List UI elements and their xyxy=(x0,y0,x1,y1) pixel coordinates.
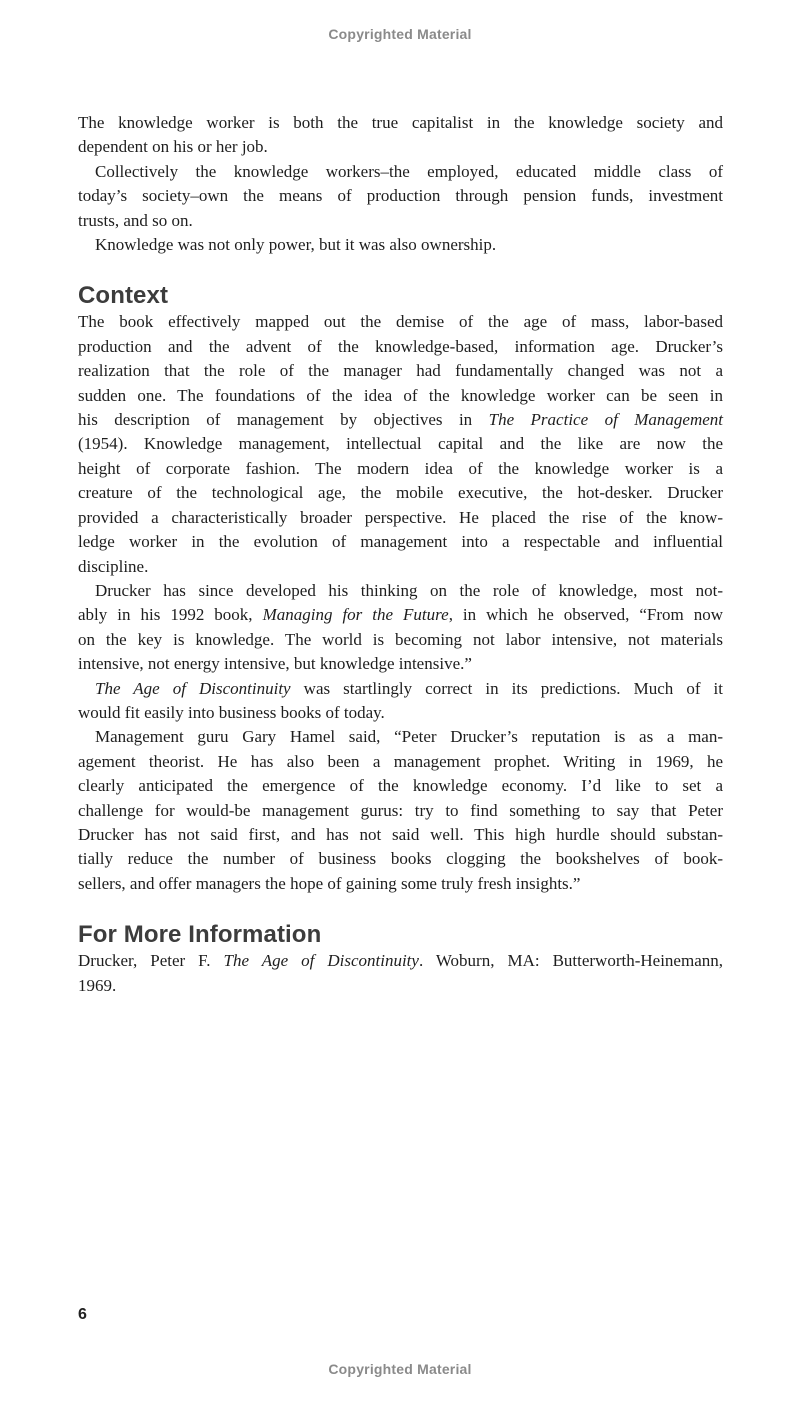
text-line xyxy=(78,233,723,257)
paragraph xyxy=(78,677,723,726)
text-line xyxy=(78,432,723,456)
text-segment: height of corporate fashion. The modern idea of the knowledge worker is a xyxy=(78,458,723,478)
text-line xyxy=(78,506,723,530)
italic-text-segment: Managing for the Future xyxy=(262,605,449,625)
paragraph xyxy=(78,310,723,578)
text-line xyxy=(78,823,723,847)
text-line xyxy=(78,111,723,135)
text-segment: The knowledge worker is both the true capitalist in the knowledge society and xyxy=(78,113,723,132)
text-segment: production and the advent of the knowledge-based, information age. Drucker’s xyxy=(78,336,723,356)
text-line xyxy=(78,555,723,579)
text-line xyxy=(78,799,723,823)
text-line xyxy=(78,603,723,627)
text-line xyxy=(78,949,723,973)
text-line xyxy=(78,160,723,184)
text-segment: on the key is knowledge. The world is becoming not labor intensive, not materials xyxy=(78,629,723,649)
paragraph xyxy=(78,949,723,998)
paragraph xyxy=(78,233,723,257)
text-segment: sellers, and offer managers the hope of gaining some truly fresh insights.” xyxy=(78,873,581,893)
excerpt-paragraphs xyxy=(78,111,723,257)
paragraph xyxy=(78,160,723,233)
italic-text-segment: The Practice of Management xyxy=(488,410,723,430)
text-line xyxy=(78,847,723,871)
text-line xyxy=(78,359,723,383)
text-line xyxy=(78,652,723,676)
text-line xyxy=(78,677,723,701)
context-paragraphs xyxy=(78,310,723,896)
text-segment: intensive, not energy intensive, but knowledge intensive.” xyxy=(78,654,472,674)
copyright-banner-top: Copyrighted Material xyxy=(328,26,472,42)
text-segment: , in which he observed, “From now xyxy=(448,605,723,625)
page-body xyxy=(78,111,723,998)
text-segment: Management guru Gary Hamel said, “Peter Drucker’s reputation is as a man- xyxy=(95,727,723,747)
paragraph xyxy=(78,725,723,896)
text-segment: sudden one. The foundations of the idea of the knowledge worker can be seen in xyxy=(78,385,723,405)
text-line xyxy=(78,184,723,208)
text-segment: today’s society–own the means of production through pension funds, investment xyxy=(78,186,723,206)
text-line xyxy=(78,481,723,505)
section-context xyxy=(78,282,723,896)
text-segment: would fit easily into business books of today. xyxy=(78,702,385,722)
text-line xyxy=(78,209,723,233)
text-segment: (1954). Knowledge management, intellectual capital and the like are now the xyxy=(78,434,723,454)
text-line xyxy=(78,872,723,896)
text-segment: challenge for would-be management gurus: try to find something to say that Peter xyxy=(78,800,723,820)
text-line xyxy=(78,725,723,749)
text-line xyxy=(78,310,723,334)
text-segment: trusts, and so on. xyxy=(78,210,193,230)
paragraph xyxy=(78,579,723,677)
text-segment: tially reduce the number of business books clogging the bookshelves of book- xyxy=(78,849,723,869)
section-heading-context: Context xyxy=(78,282,169,310)
text-segment: 1969. xyxy=(78,975,117,995)
text-line xyxy=(78,408,723,432)
text-segment: provided a characteristically broader perspective. He placed the rise of the know- xyxy=(78,507,723,527)
italic-text-segment: The Age of Discontinuity xyxy=(223,951,419,971)
text-segment: Drucker, Peter F. xyxy=(78,951,224,971)
text-segment: Drucker has not said first, and has not said well. This high hurdle should substan- xyxy=(78,824,723,844)
text-segment: Drucker has since developed his thinking on the role of knowledge, most not- xyxy=(95,580,723,600)
text-segment: ledge worker in the evolution of management into a respectable and influential xyxy=(78,532,723,552)
text-segment: The book effectively mapped out the demise of the age of mass, labor-based xyxy=(78,312,723,332)
section-excerpt xyxy=(78,111,723,257)
text-segment: discipline. xyxy=(78,556,149,576)
text-line xyxy=(78,628,723,652)
text-segment: ably in his 1992 book, xyxy=(78,605,263,625)
text-line xyxy=(78,457,723,481)
text-line xyxy=(78,135,723,159)
page-number: 6 xyxy=(78,1306,87,1323)
text-line xyxy=(78,701,723,725)
section-for-more-information xyxy=(78,921,723,998)
text-segment: creature of the technological age, the mobile executive, the hot-desker. Drucker xyxy=(78,483,723,503)
paragraph xyxy=(78,111,723,160)
text-line xyxy=(78,530,723,554)
text-segment: clearly anticipated the emergence of the knowledge economy. I’d like to set a xyxy=(78,776,723,796)
text-segment: his description of management by objectives in xyxy=(78,410,489,430)
text-line xyxy=(78,750,723,774)
copyright-banner-bottom: Copyrighted Material xyxy=(328,1361,472,1377)
italic-text-segment: The Age of Discontinuity xyxy=(95,678,291,698)
text-segment: Knowledge was not only power, but it was also ownership. xyxy=(95,235,497,255)
text-segment: realization that the role of the manager had fundamentally changed was not a xyxy=(78,361,723,381)
section-heading-for-more-information: For More Information xyxy=(78,921,322,949)
text-line xyxy=(78,974,723,998)
text-segment: was startlingly correct in its predictions. Much of it xyxy=(290,678,723,698)
text-line xyxy=(78,579,723,603)
reference-paragraphs xyxy=(78,949,723,998)
text-segment: agement theorist. He has also been a management prophet. Writing in 1969, he xyxy=(78,751,723,771)
text-segment: Collectively the knowledge workers–the employed, educated middle class of xyxy=(95,161,723,181)
text-line xyxy=(78,384,723,408)
text-line xyxy=(78,335,723,359)
text-segment: dependent on his or her job. xyxy=(78,137,268,157)
text-line xyxy=(78,774,723,798)
text-segment: . Woburn, MA: Butterworth-Heinemann, xyxy=(418,951,723,971)
